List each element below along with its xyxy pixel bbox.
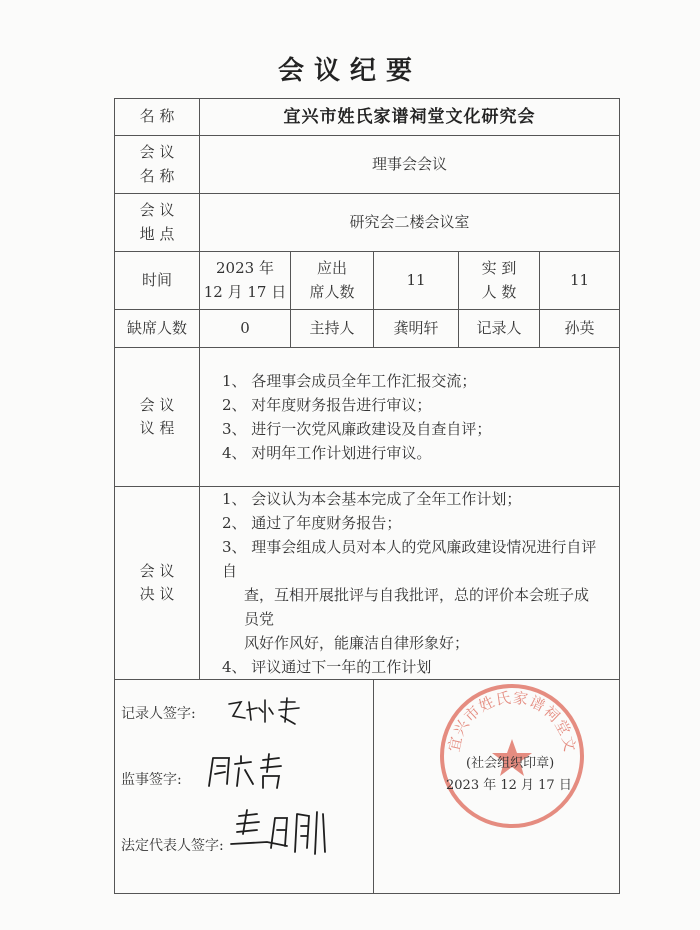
resolution-list <box>222 487 603 679</box>
agenda-content <box>200 348 620 487</box>
absent-value: 0 <box>200 310 291 348</box>
agenda-item: 3、 进行一次党风廉政建设及自查自评； <box>222 420 492 438</box>
agenda-item: 2、 对年度财务报告进行审议； <box>222 396 432 414</box>
agenda-item: 1、 各理事会成员全年工作汇报交流； <box>222 372 477 390</box>
supervisor-signature-label: 监事签字: <box>121 772 182 788</box>
seal-ring-text: 宜兴市姓氏家谱祠堂文 <box>444 688 580 754</box>
label-agenda: 会 议 议 程 <box>115 348 200 487</box>
seal-caption: (社会组织印章) <box>466 756 555 771</box>
actual-value: 11 <box>540 252 620 310</box>
label-actual: 实 到 人 数 <box>459 252 540 310</box>
signature-area <box>115 680 374 894</box>
resolution-item: 3、 理事会组成人员对本人的党风廉政建设情况进行自评自 <box>222 538 597 580</box>
row-meeting-name <box>115 136 620 194</box>
expected-value: 11 <box>374 252 459 310</box>
label-absent: 缺席人数 <box>115 310 200 348</box>
date-value: 2023 年 12 月 17 日 <box>200 252 291 310</box>
label-expected: 应出 席人数 <box>291 252 374 310</box>
recorder-signature <box>225 694 305 728</box>
label-meeting-name: 会 议 名 称 <box>115 136 200 194</box>
resolution-content <box>200 487 620 680</box>
org-name: 宜兴市姓氏家谱祠堂文化研究会 <box>200 99 620 136</box>
resolution-item-cont: 风好作风好，能廉洁自律形象好； <box>244 634 470 652</box>
label-host: 主持人 <box>291 310 374 348</box>
resolution-item: 2、 通过了年度财务报告； <box>222 514 402 532</box>
row-resolution <box>115 487 620 680</box>
row-time-attendance <box>115 252 620 310</box>
label-name: 名 称 <box>115 99 200 136</box>
label-resolution: 会 议 决 议 <box>115 487 200 680</box>
legal-rep-signature-label: 法定代表人签字: <box>121 838 224 854</box>
recorder-signature-label: 记录人签字: <box>121 706 196 722</box>
resolution-item: 4、 评议通过下一年的工作计划 <box>222 658 432 676</box>
resolution-item: 1、 会议认为本会基本完成了全年工作计划； <box>222 490 522 508</box>
seal-date: 2023 年 12 月 17 日 <box>446 778 572 793</box>
agenda-list <box>222 369 603 465</box>
supervisor-signature <box>205 752 305 792</box>
row-org-name <box>115 99 620 136</box>
agenda-item: 4、 对明年工作计划进行审议。 <box>222 444 432 462</box>
row-meeting-place <box>115 194 620 252</box>
document-title: 会议纪要 <box>277 56 422 86</box>
resolution-item-cont: 查，互相开展批评与自我批评，总的评价本会班子成员党 <box>244 586 590 628</box>
row-absent-host-recorder <box>115 310 620 348</box>
row-agenda <box>115 348 620 487</box>
label-recorder: 记录人 <box>459 310 540 348</box>
meeting-place-value: 研究会二楼会议室 <box>200 194 620 252</box>
meeting-name-value: 理事会会议 <box>200 136 620 194</box>
svg-text:宜兴市姓氏家谱祠堂文化研究会 <box>437 681 579 754</box>
host-value: 龚明轩 <box>374 310 459 348</box>
label-meeting-place: 会 议 地 点 <box>115 194 200 252</box>
label-time: 时间 <box>115 252 200 310</box>
recorder-value: 孙英 <box>540 310 620 348</box>
legal-rep-signature <box>227 808 337 860</box>
